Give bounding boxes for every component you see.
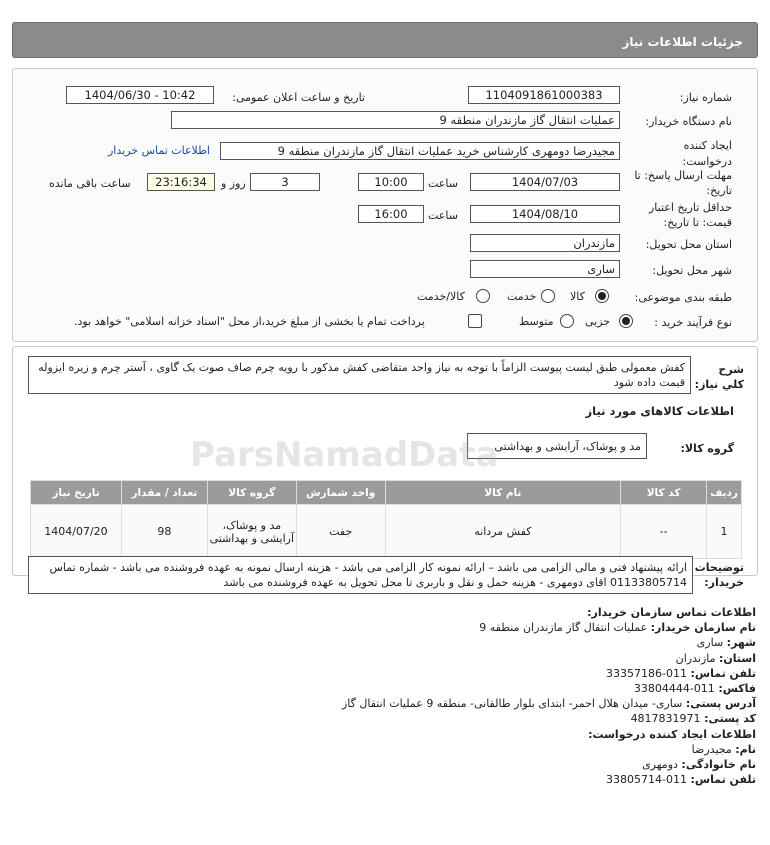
announce-datetime-label: تاریخ و ساعت اعلان عمومی: [232,91,365,104]
process-type-label: نوع فرآیند خرید : [654,316,732,329]
cell-need-date: 1404/07/20 [31,505,122,559]
postal-label: کد پستی: [704,712,756,726]
province-contact-label: استان: [719,651,756,665]
process-medium-label: متوسط [519,315,554,328]
postal-value: 4817831971 [630,712,701,726]
col-header-item-name: نام کالا [385,481,621,505]
process-minor-label: جزیی [585,315,611,328]
category-service-radio[interactable] [541,289,555,303]
cell-group: مد و پوشاک، آرایشی و بهداشتی [207,505,296,559]
category-goods-service-radio[interactable] [476,289,490,303]
category-goods-label: کالا [570,290,585,303]
creator-phone-value: 011-33805714 [606,773,688,787]
reply-time-field: 10:00 [358,173,424,191]
city-label: شهر محل تحویل: [652,264,732,277]
province-contact-value: مازندران [675,651,716,665]
need-number-label: شماره نیاز: [679,91,732,104]
col-header-need-date: تاریخ نیاز [31,481,122,505]
col-header-item-code: کد کالا [621,481,707,505]
buyer-contact-link[interactable]: اطلاعات تماس خریدار [108,144,210,157]
address-label: آدرس پستی: [685,697,756,711]
category-goods-radio[interactable] [595,289,609,303]
cell-row-number: 1 [707,505,742,559]
city-contact-value: ساری [696,636,724,650]
table-row [31,505,742,559]
remaining-days-field: 3 [250,173,320,191]
name-label: نام: [735,742,756,756]
goods-info-title: اطلاعات کالاهای مورد نیاز [585,404,734,418]
cell-item-code: -- [621,505,707,559]
category-service-label: خدمت [507,290,537,303]
day-and-label: روز و [221,177,246,190]
announce-datetime-field: 1404/06/30 - 10:42 [66,86,214,104]
buyer-notes-text: ارائه پیشنهاد فنی و مالی الزامی می باشد – ارائه نمونه کار الزامی می باشد - هزینه ارسال نمونه به عهده فروشنده می باشد - شماره تماس 01133805714 اقای دومهری - هزینه حمل و نقل و باربری تا محل تحویل به عهده فروشنده می باشد [28,556,693,594]
remaining-hours-label: ساعت باقی مانده [49,177,131,190]
col-header-quantity: تعداد / مقدار [121,481,207,505]
goods-group-label: گروه کالا: [680,442,734,455]
col-header-group: گروه کالا [207,481,296,505]
requester-label: ایجاد کننده درخواست: [682,139,732,168]
province-label: استان محل تحویل: [645,238,732,251]
org-label: نام سازمان خریدار: [650,621,756,635]
summary-text: کفش معمولی طبق لیست پیوست الزاماً با توجه به نیاز واحد متقاضی کفش مذکور با رویه چرم صاف صوت یک گاوی ، آستر چرم و زیره ایزوله قیمت داده شود [28,356,691,394]
reply-time-label: ساعت [428,177,458,190]
org-value: عملیات انتقال گاز مازندران منطقه 9 [479,621,648,635]
reply-date-field: 1404/07/03 [470,173,620,191]
family-value: دومهری [642,758,678,772]
category-label: طبقه بندی موضوعی: [634,291,732,304]
page-header [12,22,758,58]
phone-value: 011-33357186 [606,666,688,680]
requester-field: مجیدرضا دومهری کارشناس خرید عملیات انتقال گاز مازندران منطقه 9 [220,142,620,160]
province-field: مازندران [470,234,620,252]
cell-quantity: 98 [121,505,207,559]
validity-time-label: ساعت [428,209,458,222]
name-value: مجیدرضا [691,742,732,756]
city-contact-label: شهر: [726,636,756,650]
buyer-contact-section [342,605,756,787]
address-value: ساری- میدان هلال احمر- ابتدای بلوار طالقانی- منطقه 9 عملیات انتقال گاز [341,697,683,711]
need-number-field: 1104091861000383 [468,86,620,104]
family-label: نام خانوادگی: [681,758,756,772]
goods-table [30,480,742,559]
col-header-unit: واحد شمارش [296,481,385,505]
watermark-text: ParsNamadData [190,435,499,475]
goods-group-field: مد و پوشاک، آرایشی و بهداشتی [467,433,647,459]
validity-date-field: 1404/08/10 [470,205,620,223]
contact-section-title: اطلاعات تماس سازمان خریدار: [587,606,756,619]
col-header-row-number: ردیف [707,481,742,505]
buyer-notes-label: توضیحات خریدار: [694,561,744,589]
phone-label: تلفن تماس: [690,666,756,680]
process-medium-radio[interactable] [560,314,574,328]
buyer-org-field: عملیات انتقال گاز مازندران منطقه 9 [171,111,620,129]
validity-time-field: 16:00 [358,205,424,223]
category-goods-service-label: کالا/خدمت [417,290,465,303]
process-minor-radio[interactable] [619,314,633,328]
validity-label: حداقل تاریخ اعتبار قیمت: تا تاریخ: [648,201,732,229]
cell-item-name: کفش مردانه [385,505,621,559]
table-header-row [31,481,742,505]
creator-section-title: اطلاعات ایجاد کننده درخواست: [588,727,756,741]
creator-phone-label: تلفن تماس: [690,773,756,787]
buyer-org-label: نام دستگاه خریدار: [645,115,732,128]
remaining-time-field: 23:16:34 [147,173,215,191]
fax-value: 011-33804444 [633,682,715,696]
cell-unit: جفت [296,505,385,559]
reply-deadline-label: مهلت ارسال پاسخ: تا تاریخ: [634,169,732,197]
city-field: ساری [470,260,620,278]
fax-label: فاکس: [718,682,756,696]
treasury-payment-note: پرداخت تمام یا بخشی از مبلغ خرید،از محل "اسناد خزانه اسلامی" خواهد بود. [74,315,425,328]
treasury-payment-checkbox[interactable] [468,314,482,328]
summary-label: شرح کلي نياز: [694,363,744,391]
page-title: جزئیات اطلاعات نیاز [622,35,743,49]
